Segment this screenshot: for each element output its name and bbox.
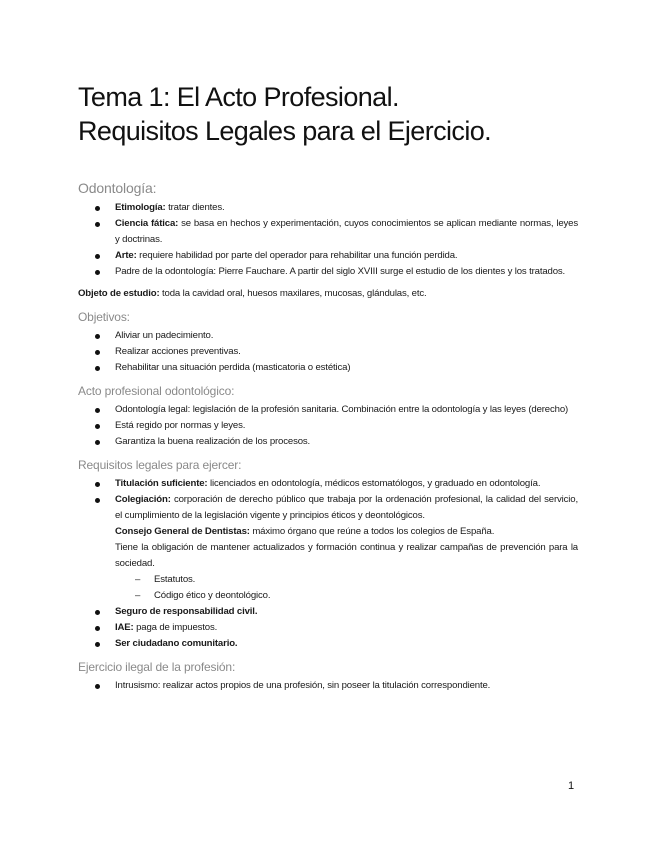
list-item: Aliviar un padecimiento.	[78, 328, 578, 344]
list-item: Intrusismo: realizar actos propios de una profesión, sin poseer la titulación correspondiente.	[78, 678, 578, 694]
page-number: 1	[568, 780, 575, 792]
item-text: tratar dientes.	[165, 202, 225, 213]
page-title	[78, 80, 598, 148]
item-label: Colegiación:	[115, 494, 171, 505]
item-text: requiere habilidad por parte del operador para rehabilitar una función perdida.	[136, 250, 458, 261]
title-line-2: Requisitos Legales para el Ejercicio.	[78, 116, 492, 146]
acto-list	[78, 402, 578, 450]
list-item	[78, 264, 578, 280]
heading-odontologia: Odontología:	[78, 180, 157, 196]
list-item: Garantiza la buena realización de los procesos.	[78, 434, 578, 450]
objeto-text: toda la cavidad oral, huesos maxilares, mucosas, glándulas, etc.	[159, 288, 427, 299]
objeto-label: Objeto de estudio:	[78, 288, 160, 299]
list-item	[78, 492, 578, 524]
consejo-text: máximo órgano que reúne a todos los colegios de España.	[249, 526, 495, 537]
item-label: IAE:	[115, 622, 134, 633]
list-item: Rehabilitar una situación perdida (masticatoria o estética)	[78, 360, 578, 376]
item-label: Seguro de responsabilidad civil.	[115, 606, 258, 617]
list-item	[78, 200, 578, 216]
requisitos-sublist	[78, 572, 578, 604]
title-line-1: Tema 1: El Acto Profesional.	[78, 82, 399, 112]
sub-list-item: – Código ético y deontológico.	[78, 588, 578, 604]
consejo-label: Consejo General de Dentistas:	[115, 526, 250, 537]
list-item: Realizar acciones preventivas.	[78, 344, 578, 360]
item-label: Ser ciudadano comunitario.	[115, 638, 238, 649]
list-item	[78, 620, 578, 636]
item-text: licenciados en odontología, médicos estomatólogos, y graduado en odontología.	[207, 478, 541, 489]
document-body	[78, 178, 578, 694]
heading-ejercicio-ilegal: Ejercicio ilegal de la profesión:	[78, 660, 236, 674]
list-item	[78, 476, 578, 492]
heading-requisitos: Requisitos legales para ejercer:	[78, 458, 242, 472]
odontologia-list	[78, 200, 578, 280]
list-item: Odontología legal: legislación de la profesión sanitaria. Combinación entre la odontología y las leyes (derecho)	[78, 402, 578, 418]
item-text: se basa en hechos y experimentación, cuyos conocimientos se aplican mediante normas, leyes y doctrinas.	[115, 218, 578, 245]
objetivos-list	[78, 328, 578, 376]
sub-list-item: – Estatutos.	[78, 572, 578, 588]
list-item	[78, 216, 578, 248]
list-item	[78, 636, 578, 652]
list-item: Está regido por normas y leyes.	[78, 418, 578, 434]
item-label: Arte:	[115, 250, 137, 261]
list-item	[78, 248, 578, 264]
obligacion-paragraph: Tiene la obligación de mantener actualizados y formación continua y realizar campañas de prevención para la sociedad.	[115, 542, 578, 569]
consejo-paragraph	[78, 524, 578, 540]
item-text: Padre de la odontología: Pierre Fauchare. A partir del siglo XVIII surge el estudio de los dientes y los tratados.	[115, 266, 566, 277]
item-label: Ciencia fática:	[115, 218, 179, 229]
heading-acto-profesional: Acto profesional odontológico:	[78, 384, 235, 398]
requisitos-list-2	[78, 604, 578, 652]
heading-objetivos: Objetivos:	[78, 310, 130, 324]
objeto-de-estudio	[78, 286, 578, 302]
requisitos-list	[78, 476, 578, 524]
item-text: corporación de derecho público que trabaja por la ordenación profesional, la calidad del servicio, el cumplimiento de la legislación vigente y principios éticos y deontológicos.	[115, 494, 578, 521]
item-label: Etimología:	[115, 202, 166, 213]
item-text: paga de impuestos.	[133, 622, 218, 633]
list-item	[78, 604, 578, 620]
ejercicio-list	[78, 678, 578, 694]
item-label: Titulación suficiente:	[115, 478, 208, 489]
